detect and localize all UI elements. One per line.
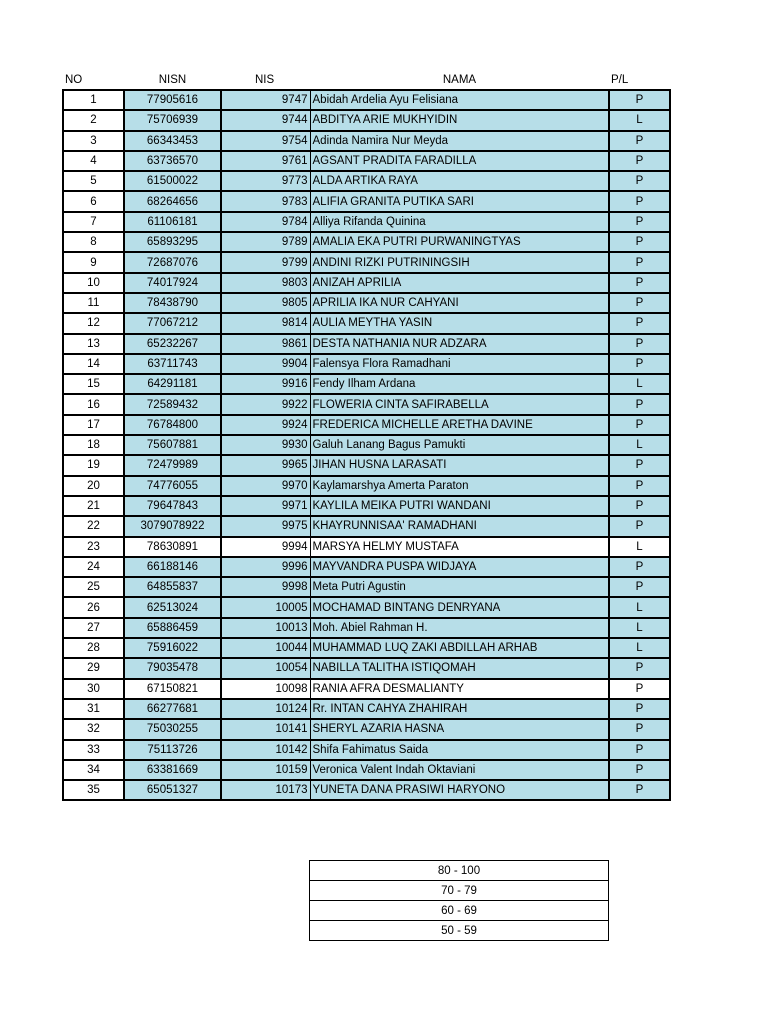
cell-nama: AGSANT PRADITA FARADILLA	[310, 151, 609, 171]
cell-pl: P	[609, 394, 670, 414]
table-row	[63, 252, 670, 272]
cell-nisn: 62513024	[124, 597, 221, 617]
cell-nisn: 65893295	[124, 232, 221, 252]
cell-nama: MUHAMMAD LUQ ZAKI ABDILLAH ARHAB	[310, 638, 609, 658]
cell-nama: Abidah Ardelia Ayu Felisiana	[310, 90, 609, 110]
cell-nama: MOCHAMAD BINTANG DENRYANA	[310, 597, 609, 617]
cell-nama: ANDINI RIZKI PUTRININGSIH	[310, 252, 609, 272]
cell-no: 8	[63, 232, 124, 252]
cell-nisn: 68264656	[124, 191, 221, 211]
cell-pl: P	[609, 415, 670, 435]
cell-nama: YUNETA DANA PRASIWI HARYONO	[310, 780, 609, 800]
cell-no: 35	[63, 780, 124, 800]
table-row	[63, 455, 670, 475]
cell-no: 1	[63, 90, 124, 110]
cell-no: 27	[63, 618, 124, 638]
cell-nisn: 72479989	[124, 455, 221, 475]
cell-nisn: 67150821	[124, 679, 221, 699]
table-row	[63, 313, 670, 333]
table-row	[63, 780, 670, 800]
cell-nis: 9975	[221, 516, 310, 536]
cell-nisn: 75607881	[124, 435, 221, 455]
table-row	[63, 760, 670, 780]
cell-pl: P	[609, 557, 670, 577]
cell-nis: 9747	[221, 90, 310, 110]
table-row	[63, 719, 670, 739]
cell-nama: ALIFIA GRANITA PUTIKA SARI	[310, 191, 609, 211]
cell-no: 9	[63, 252, 124, 272]
cell-nis: 9904	[221, 354, 310, 374]
cell-nama: FREDERICA MICHELLE ARETHA DAVINE	[310, 415, 609, 435]
cell-pl: P	[609, 577, 670, 597]
cell-nama: ALDA ARTIKA RAYA	[310, 171, 609, 191]
cell-no: 31	[63, 699, 124, 719]
cell-nama: Shifa Fahimatus Saida	[310, 740, 609, 760]
table-row	[63, 679, 670, 699]
cell-nama: Moh. Abiel Rahman H.	[310, 618, 609, 638]
cell-nama: Fendy Ilham Ardana	[310, 374, 609, 394]
table-row	[63, 394, 670, 414]
cell-pl: P	[609, 354, 670, 374]
cell-pl: L	[609, 597, 670, 617]
cell-nis: 9754	[221, 131, 310, 151]
cell-pl: P	[609, 131, 670, 151]
table-row	[63, 191, 670, 211]
grade-range-cell: 60 - 69	[310, 901, 609, 921]
cell-nis: 10098	[221, 679, 310, 699]
cell-nis: 10141	[221, 719, 310, 739]
cell-nis: 9773	[221, 171, 310, 191]
cell-pl: P	[609, 699, 670, 719]
cell-nama: RANIA AFRA DESMALIANTY	[310, 679, 609, 699]
cell-nama: DESTA NATHANIA NUR ADZARA	[310, 334, 609, 354]
cell-pl: P	[609, 293, 670, 313]
table-header-row	[63, 70, 670, 90]
cell-nisn: 75113726	[124, 740, 221, 760]
cell-nis: 10054	[221, 658, 310, 678]
cell-no: 11	[63, 293, 124, 313]
table-row	[63, 110, 670, 130]
cell-nama: Meta Putri Agustin	[310, 577, 609, 597]
cell-no: 4	[63, 151, 124, 171]
table-row	[63, 435, 670, 455]
cell-nisn: 75916022	[124, 638, 221, 658]
cell-no: 6	[63, 191, 124, 211]
cell-nis: 9970	[221, 476, 310, 496]
table-row	[63, 516, 670, 536]
table-row	[63, 131, 670, 151]
cell-no: 29	[63, 658, 124, 678]
cell-no: 32	[63, 719, 124, 739]
table-row	[63, 171, 670, 191]
cell-nisn: 74017924	[124, 273, 221, 293]
cell-pl: P	[609, 455, 670, 475]
cell-no: 12	[63, 313, 124, 333]
cell-nisn: 77905616	[124, 90, 221, 110]
cell-nis: 9965	[221, 455, 310, 475]
cell-pl: P	[609, 334, 670, 354]
cell-nama: AULIA MEYTHA YASIN	[310, 313, 609, 333]
grade-range-row	[310, 861, 609, 881]
table-row	[63, 354, 670, 374]
cell-nisn: 72687076	[124, 252, 221, 272]
cell-no: 24	[63, 557, 124, 577]
cell-no: 10	[63, 273, 124, 293]
cell-nisn: 63381669	[124, 760, 221, 780]
cell-nisn: 66343453	[124, 131, 221, 151]
cell-no: 34	[63, 760, 124, 780]
cell-pl: P	[609, 212, 670, 232]
cell-nis: 10142	[221, 740, 310, 760]
cell-pl: P	[609, 273, 670, 293]
table-row	[63, 476, 670, 496]
table-row	[63, 577, 670, 597]
cell-no: 14	[63, 354, 124, 374]
cell-pl: L	[609, 435, 670, 455]
cell-no: 19	[63, 455, 124, 475]
student-table	[62, 70, 671, 801]
cell-nisn: 79647843	[124, 496, 221, 516]
header-nama: NAMA	[310, 70, 609, 90]
grade-range-row	[310, 921, 609, 941]
cell-no: 20	[63, 476, 124, 496]
cell-nis: 9799	[221, 252, 310, 272]
cell-nis: 9784	[221, 212, 310, 232]
cell-nis: 9789	[221, 232, 310, 252]
cell-no: 15	[63, 374, 124, 394]
cell-nisn: 74776055	[124, 476, 221, 496]
cell-nisn: 79035478	[124, 658, 221, 678]
cell-nisn: 65232267	[124, 334, 221, 354]
table-row	[63, 638, 670, 658]
cell-pl: L	[609, 638, 670, 658]
cell-nisn: 75030255	[124, 719, 221, 739]
cell-pl: P	[609, 719, 670, 739]
cell-nama: KHAYRUNNISAA' RAMADHANI	[310, 516, 609, 536]
cell-nama: Adinda Namira Nur Meyda	[310, 131, 609, 151]
cell-nis: 9922	[221, 394, 310, 414]
cell-nisn: 77067212	[124, 313, 221, 333]
cell-nama: KAYLILA MEIKA PUTRI WANDANI	[310, 496, 609, 516]
cell-pl: P	[609, 658, 670, 678]
table-row	[63, 699, 670, 719]
table-row	[63, 334, 670, 354]
cell-no: 21	[63, 496, 124, 516]
table-row	[63, 90, 670, 110]
cell-no: 18	[63, 435, 124, 455]
cell-nama: Falensya Flora Ramadhani	[310, 354, 609, 374]
cell-nisn: 76784800	[124, 415, 221, 435]
cell-nisn: 63736570	[124, 151, 221, 171]
cell-nama: Kaylamarshya Amerta Paraton	[310, 476, 609, 496]
cell-nama: SHERYL AZARIA HASNA	[310, 719, 609, 739]
cell-nis: 9803	[221, 273, 310, 293]
cell-nama: Veronica Valent Indah Oktaviani	[310, 760, 609, 780]
cell-pl: L	[609, 374, 670, 394]
table-row	[63, 212, 670, 232]
header-pl: P/L	[609, 70, 670, 90]
cell-nisn: 65051327	[124, 780, 221, 800]
cell-pl: P	[609, 232, 670, 252]
cell-nis: 9930	[221, 435, 310, 455]
cell-pl: P	[609, 516, 670, 536]
cell-pl: P	[609, 496, 670, 516]
cell-nama: Galuh Lanang Bagus Pamukti	[310, 435, 609, 455]
cell-nis: 10159	[221, 760, 310, 780]
cell-nisn: 64291181	[124, 374, 221, 394]
cell-nis: 9861	[221, 334, 310, 354]
cell-no: 5	[63, 171, 124, 191]
cell-pl: P	[609, 780, 670, 800]
cell-nama: NABILLA TALITHA ISTIQOMAH	[310, 658, 609, 678]
cell-nama: Alliya Rifanda Quinina	[310, 212, 609, 232]
cell-nis: 10173	[221, 780, 310, 800]
table-row	[63, 374, 670, 394]
cell-nisn: 66277681	[124, 699, 221, 719]
table-row	[63, 557, 670, 577]
cell-nis: 9783	[221, 191, 310, 211]
table-row	[63, 232, 670, 252]
cell-no: 7	[63, 212, 124, 232]
cell-nama: APRILIA IKA NUR CAHYANI	[310, 293, 609, 313]
cell-nis: 9761	[221, 151, 310, 171]
cell-nama: MARSYA HELMY MUSTAFA	[310, 537, 609, 557]
cell-nis: 9998	[221, 577, 310, 597]
cell-no: 13	[63, 334, 124, 354]
cell-nis: 10005	[221, 597, 310, 617]
grade-range-row	[310, 901, 609, 921]
cell-nisn: 61106181	[124, 212, 221, 232]
grade-range-body	[310, 861, 609, 941]
table-row	[63, 293, 670, 313]
cell-nama: AMALIA EKA PUTRI PURWANINGTYAS	[310, 232, 609, 252]
cell-no: 28	[63, 638, 124, 658]
cell-nis: 9814	[221, 313, 310, 333]
cell-nisn: 63711743	[124, 354, 221, 374]
header-nisn: NISN	[124, 70, 221, 90]
table-row	[63, 151, 670, 171]
cell-pl: P	[609, 740, 670, 760]
cell-nis: 9805	[221, 293, 310, 313]
cell-no: 25	[63, 577, 124, 597]
cell-no: 23	[63, 537, 124, 557]
student-table-body	[63, 90, 670, 800]
header-no: NO	[63, 70, 124, 90]
cell-nama: JIHAN HUSNA LARASATI	[310, 455, 609, 475]
cell-nama: MAYVANDRA PUSPA WIDJAYA	[310, 557, 609, 577]
table-row	[63, 496, 670, 516]
grade-range-row	[310, 881, 609, 901]
cell-nis: 10044	[221, 638, 310, 658]
cell-pl: P	[609, 313, 670, 333]
cell-pl: P	[609, 252, 670, 272]
cell-pl: P	[609, 476, 670, 496]
header-nis: NIS	[221, 70, 310, 90]
cell-nisn: 65886459	[124, 618, 221, 638]
table-row	[63, 537, 670, 557]
cell-pl: L	[609, 618, 670, 638]
cell-nis: 9924	[221, 415, 310, 435]
cell-no: 22	[63, 516, 124, 536]
cell-nisn: 78630891	[124, 537, 221, 557]
cell-no: 30	[63, 679, 124, 699]
cell-nama: FLOWERIA CINTA SAFIRABELLA	[310, 394, 609, 414]
cell-nisn: 3079078922	[124, 516, 221, 536]
table-row	[63, 273, 670, 293]
table-row	[63, 618, 670, 638]
table-row	[63, 415, 670, 435]
cell-no: 33	[63, 740, 124, 760]
cell-no: 2	[63, 110, 124, 130]
cell-nis: 9996	[221, 557, 310, 577]
cell-nisn: 72589432	[124, 394, 221, 414]
cell-nisn: 78438790	[124, 293, 221, 313]
cell-nis: 10013	[221, 618, 310, 638]
cell-nis: 10124	[221, 699, 310, 719]
cell-nisn: 64855837	[124, 577, 221, 597]
cell-pl: L	[609, 110, 670, 130]
table-row	[63, 658, 670, 678]
cell-nama: Rr. INTAN CAHYA ZHAHIRAH	[310, 699, 609, 719]
grade-range-cell: 70 - 79	[310, 881, 609, 901]
cell-no: 3	[63, 131, 124, 151]
cell-pl: P	[609, 679, 670, 699]
cell-no: 26	[63, 597, 124, 617]
cell-pl: P	[609, 90, 670, 110]
cell-pl: P	[609, 760, 670, 780]
cell-nis: 9994	[221, 537, 310, 557]
cell-nisn: 61500022	[124, 171, 221, 191]
cell-pl: P	[609, 191, 670, 211]
cell-no: 16	[63, 394, 124, 414]
cell-nis: 9971	[221, 496, 310, 516]
cell-nama: ABDITYA ARIE MUKHYIDIN	[310, 110, 609, 130]
table-row	[63, 740, 670, 760]
cell-nisn: 66188146	[124, 557, 221, 577]
cell-pl: P	[609, 151, 670, 171]
cell-pl: L	[609, 537, 670, 557]
cell-nis: 9744	[221, 110, 310, 130]
cell-nis: 9916	[221, 374, 310, 394]
grade-range-table	[309, 860, 609, 941]
cell-pl: P	[609, 171, 670, 191]
grade-range-cell: 50 - 59	[310, 921, 609, 941]
cell-no: 17	[63, 415, 124, 435]
cell-nisn: 75706939	[124, 110, 221, 130]
cell-nama: ANIZAH APRILIA	[310, 273, 609, 293]
table-row	[63, 597, 670, 617]
grade-range-cell: 80 - 100	[310, 861, 609, 881]
